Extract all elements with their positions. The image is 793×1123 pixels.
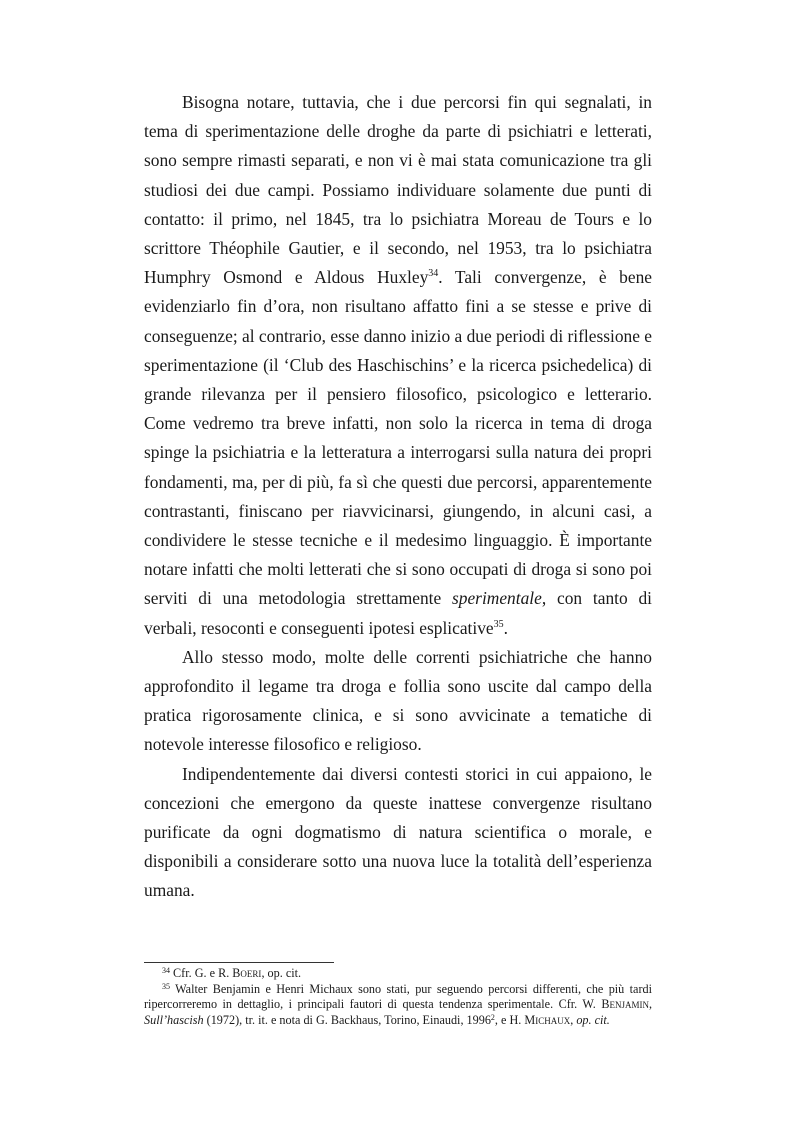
footnote-ref-34[interactable]: 34 bbox=[428, 268, 439, 280]
main-text bbox=[144, 88, 652, 906]
paragraph-2: Allo stesso modo, molte delle correnti psichiatriche che hanno approfondito il legame tra droga e follia sono uscite dal campo della pratica rigorosamente clinica, e si sono avvicinate a tematiche di notevole interesse filosofico e religioso. bbox=[144, 646, 652, 755]
paragraph-1-text-d: . bbox=[503, 617, 508, 638]
paragraph-1-text-b: . Tali convergenze, è bene evidenziarlo fin d’ora, non risultano affatto fini a se stesse e prive di conseguenze; al contrario, esse danno inizio a due periodi di riflessione e sperimentazione (il ‘Club des Haschischins’ e la ricerca psichedelica) di grande rilevanza per il pensiero filosofico, psicologico e letterario. Come vedremo tra breve infatti, non solo la ricerca in tema di droga spinge la psichiatria e la letteratura a interrogarsi sulla natura dei propri fondamenti, ma, per di più, fa sì che questi due percorsi, apparentemente contrastanti, finiscano per riavvicinarsi, giungendo, in alcuni casi, a condividere le stesse tecniche e il medesimo linguaggio. È importante notare infatti che molti letterati che si sono occupati di droga si sono poi serviti di una metodologia strettamente bbox=[144, 267, 653, 609]
footnote-separator bbox=[144, 962, 334, 963]
footnote-34-text: Cfr. G. e R. bbox=[173, 966, 233, 980]
footnote-35 bbox=[144, 982, 652, 1029]
footnote-34-author: Boeri bbox=[232, 966, 262, 980]
footnote-34-reference: , op. cit. bbox=[261, 966, 302, 980]
footnote-35-author-benjamin: Benjamin bbox=[601, 997, 649, 1012]
paragraph-1 bbox=[144, 88, 652, 643]
footnote-number-35: 35 bbox=[162, 981, 170, 991]
footnote-35-author-michaux: Michaux bbox=[524, 1012, 571, 1027]
paragraph-1-text-c: , con tanto di verbali, resoconti e conseguenti ipotesi esplicative bbox=[144, 588, 652, 638]
footnote-34 bbox=[144, 966, 652, 982]
footnote-35-op-cit: op. cit. bbox=[576, 1012, 610, 1027]
footnote-35-text-c: , e H. bbox=[494, 1012, 525, 1027]
footnote-35-sep-a: , bbox=[648, 997, 652, 1012]
footnote-ref-35[interactable]: 35 bbox=[493, 618, 504, 630]
footnotes bbox=[144, 966, 652, 1028]
footnote-35-sep-b: , bbox=[570, 1012, 577, 1027]
paragraph-3: Indipendentemente dai diversi contesti storici in cui appaiono, le concezioni che emergono da queste inattese convergenze risultano purificate da ogni dogmatismo di natura scientifica o morale, e disponibili a considerare sotto una nuova luce la totalità dell’esperienza umana. bbox=[144, 763, 652, 901]
footnote-35-title: Sull’hascish bbox=[144, 1012, 204, 1027]
footnote-number-34: 34 bbox=[162, 966, 170, 975]
emphasis-sperimentale: sperimentale bbox=[452, 588, 542, 609]
footnote-35-text-b: (1972), tr. it. e nota di G. Backhaus, Torino, Einaudi, 1996 bbox=[203, 1012, 491, 1027]
footnote-35-text-a: Walter Benjamin e Henri Michaux sono stati, pur seguendo percorsi differenti, che più tardi ripercorreremo in dettaglio, i principali fautori di questa tendenza sperimentale. Cfr. W. bbox=[144, 981, 652, 1012]
footnote-35-edition: 2 bbox=[490, 1012, 495, 1022]
paragraph-1-text-a: Bisogna notare, tuttavia, che i due percorsi fin qui segnalati, in tema di sperimentazione delle droghe da parte di psichiatri e letterati, sono sempre rimasti separati, e non vi è mai stata comunicazione tra gli studiosi dei due campi. Possiamo individuare solamente due punti di contatto: il primo, nel 1845, tra lo psichiatra Moreau de Tours e lo scrittore Théophile Gautier, e il secondo, nel 1953, tra lo psichiatra Humphry Osmond e Aldous Huxley bbox=[144, 92, 652, 288]
